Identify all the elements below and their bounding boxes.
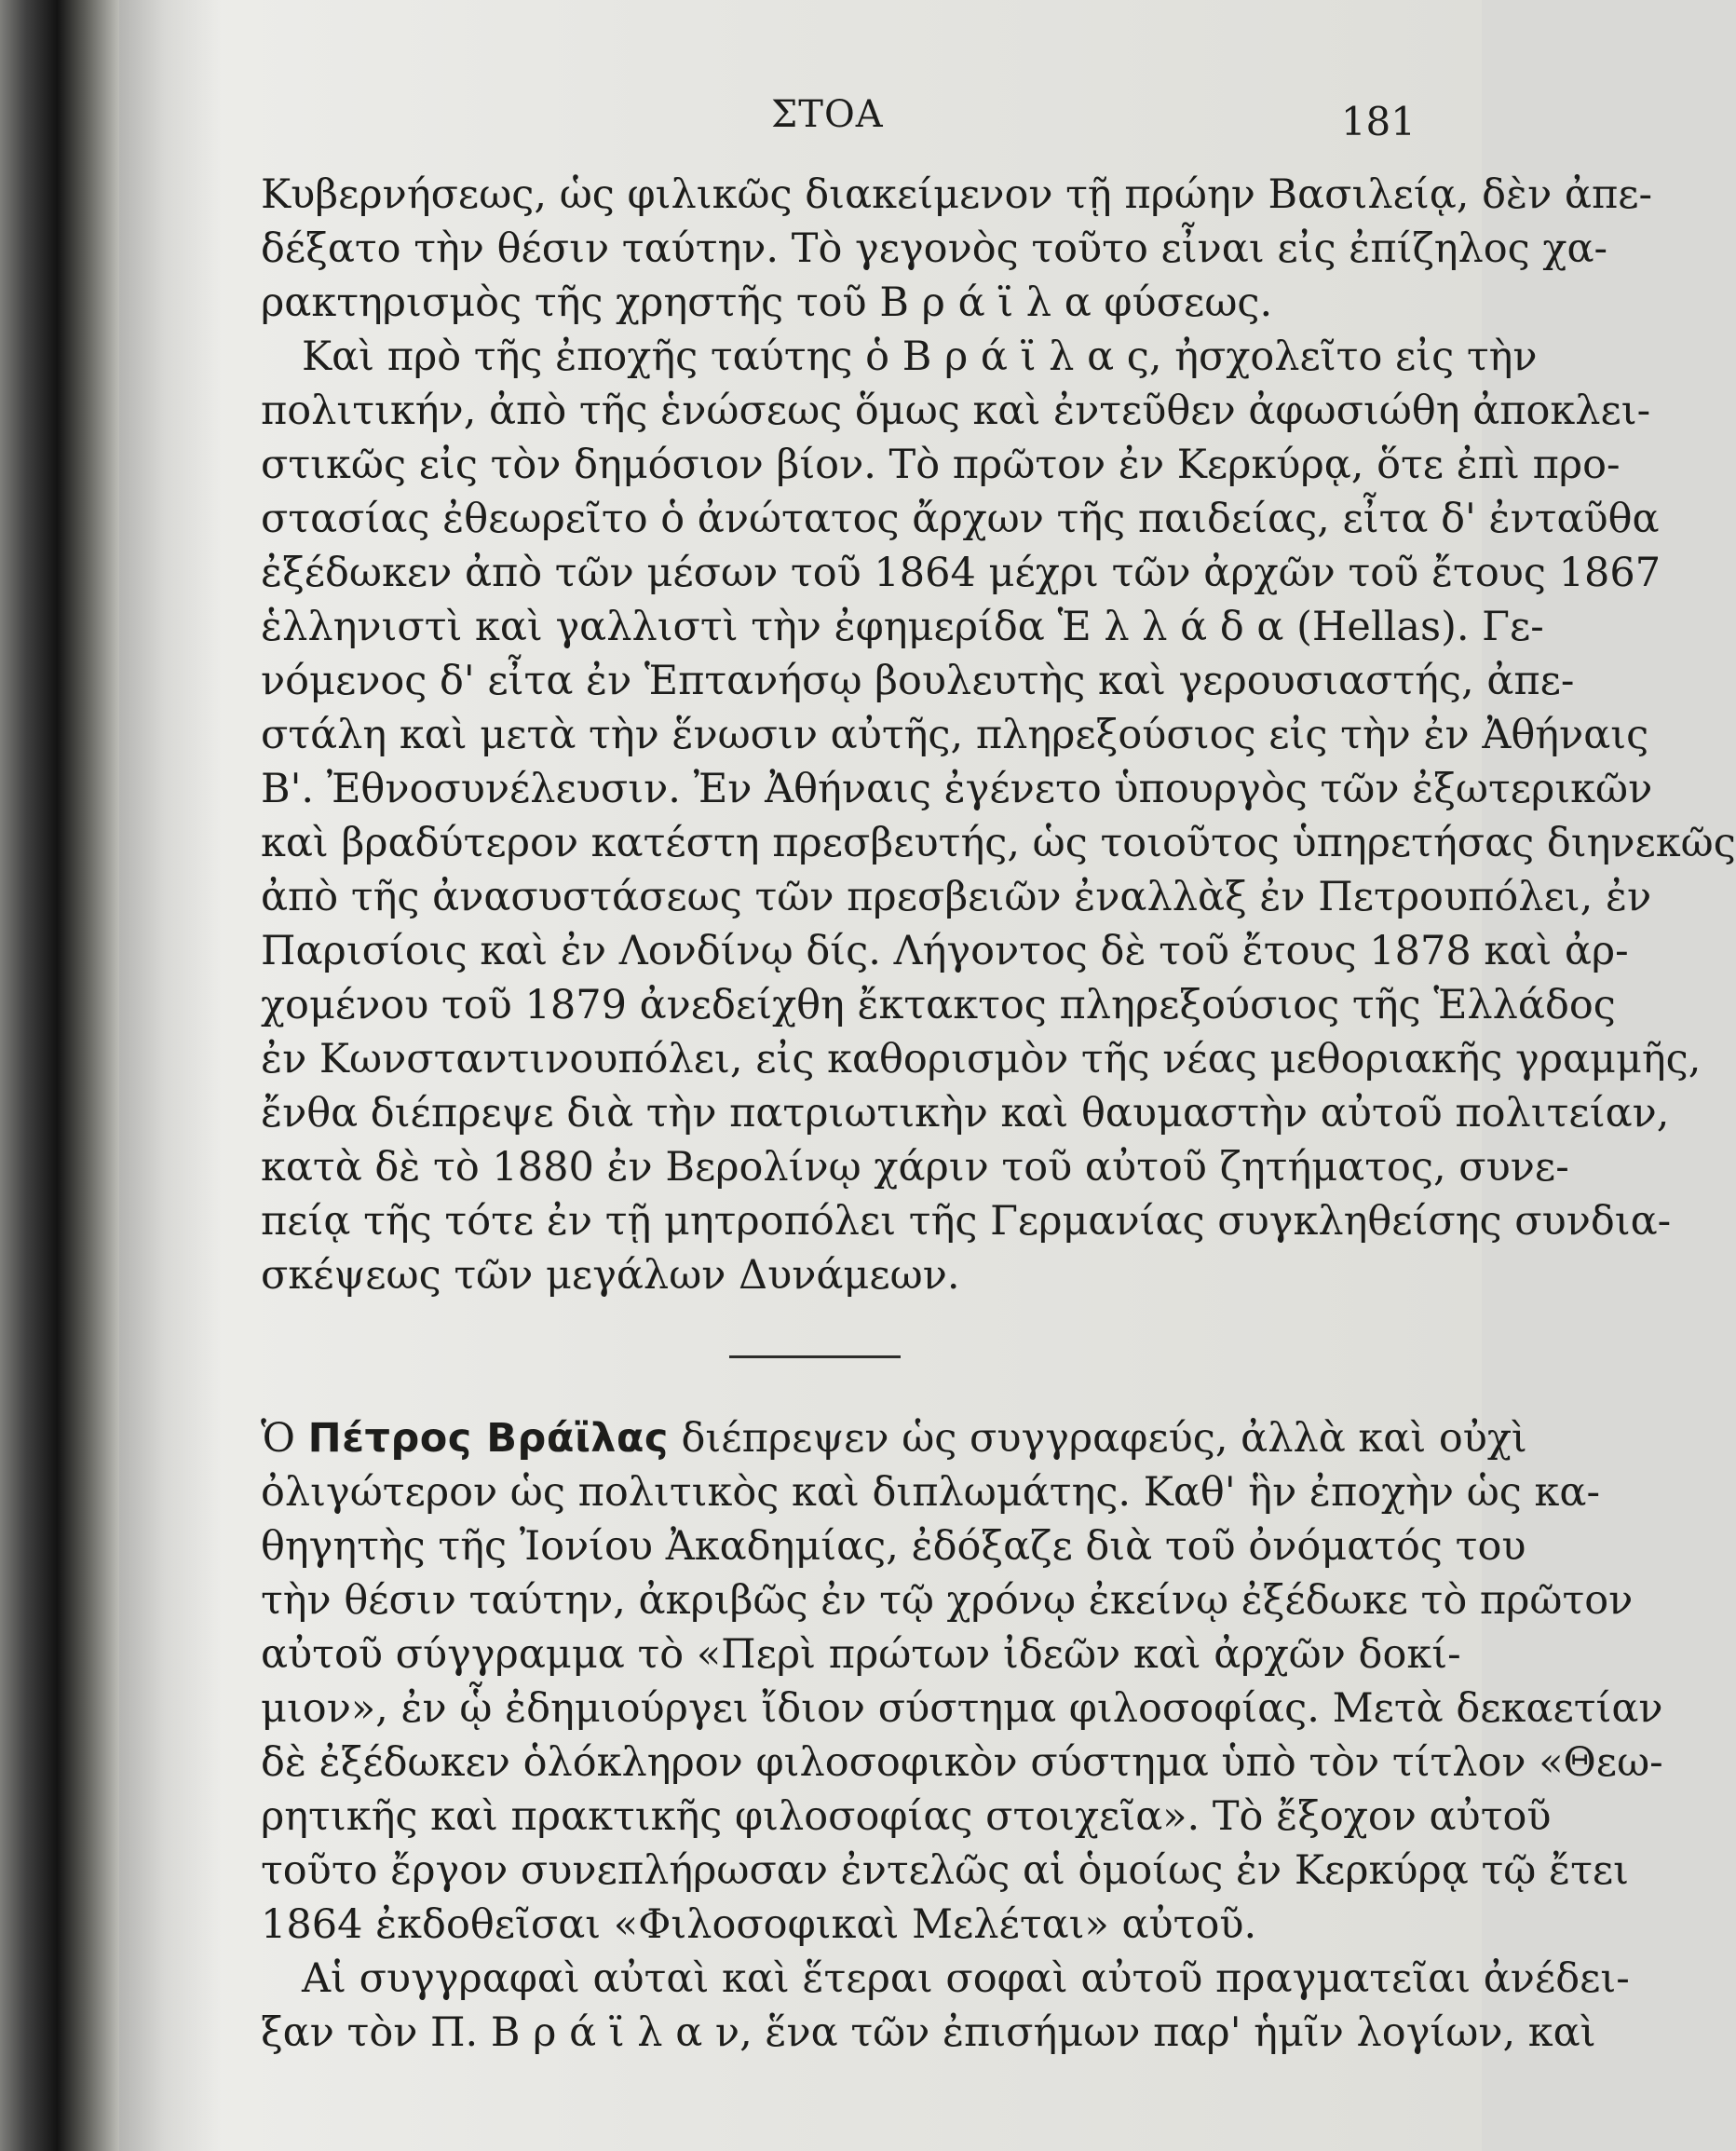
page-number: 181 — [1340, 99, 1416, 144]
text-line: ρητικῆς καὶ πρακτικῆς φιλοσοφίας στοιχεῖα». Τὸ ἔξοχον αὐτοῦ — [261, 1793, 1552, 1840]
text-line: ἔνθα διέπρεψε διὰ τὴν πατριωτικὴν καὶ θαυμαστὴν αὐτοῦ πολιτείαν, — [261, 1090, 1670, 1137]
text-line: πείᾳ τῆς τότε ἐν τῇ μητροπόλει τῆς Γερμανίας συγκληθείσης συνδια- — [261, 1198, 1672, 1245]
section-divider — [729, 1355, 901, 1358]
bold-name: Πέτρος Βράϊλας — [307, 1415, 669, 1462]
text-line: πολιτικήν, ἀπὸ τῆς ἑνώσεως ὅμως καὶ ἐντεῦθεν ἀφωσιώθη ἀποκλει- — [261, 388, 1651, 434]
text-line: Παρισίοις καὶ ἐν Λονδίνῳ δίς. Λήγοντος δὲ τοῦ ἔτους 1878 καὶ ἀρ- — [261, 928, 1629, 974]
text-line: Κυβερνήσεως, ὡς φιλικῶς διακείμενον τῇ πρώην Βασιλείᾳ, δὲν ἀπε- — [261, 171, 1653, 218]
text-line: αὐτοῦ σύγγραμμα τὸ «Περὶ πρώτων ἰδεῶν καὶ ἀρχῶν δοκί- — [261, 1631, 1461, 1678]
text-line: νόμενος δ' εἶτα ἐν Ἑπτανήσῳ βουλευτὴς καὶ γερουσιαστής, ἀπε- — [261, 658, 1575, 704]
line-prefix: Ὁ — [261, 1415, 308, 1462]
text-line: χομένου τοῦ 1879 ἀνεδείχθη ἔκτακτος πληρεξούσιος τῆς Ἑλλάδος — [261, 982, 1616, 1028]
text-line: κατὰ δὲ τὸ 1880 ἐν Βερολίνῳ χάριν τοῦ αὐτοῦ ζητήματος, συνε- — [261, 1144, 1569, 1191]
running-head: ΣΤΟΑ — [771, 93, 884, 136]
text-line: στάλη καὶ μετὰ τὴν ἕνωσιν αὐτῆς, πληρεξούσιος εἰς τὴν ἐν Ἀθήναις — [261, 712, 1649, 758]
text-line: στικῶς εἰς τὸν δημόσιον βίον. Τὸ πρῶτον ἐν Κερκύρᾳ, ὅτε ἐπὶ προ- — [261, 442, 1621, 488]
text-line: θηγητὴς τῆς Ἰονίου Ἀκαδημίας, ἐδόξαζε διὰ τοῦ ὀνόματός του — [261, 1523, 1526, 1570]
line-suffix: διέπρεψεν ὡς συγγραφεύς, ἀλλὰ καὶ οὐχὶ — [668, 1415, 1527, 1462]
text-line: τὴν θέσιν ταύτην, ἀκριβῶς ἐν τῷ χρόνῳ ἐκείνῳ ἐξέδωκε τὸ πρῶτον — [261, 1577, 1634, 1624]
gutter-shadow — [119, 0, 222, 2151]
text-line: Καὶ πρὸ τῆς ἐποχῆς ταύτης ὁ Β ρ ά ϊ λ α ς, ἠσχολεῖτο εἰς τὴν — [302, 334, 1538, 380]
text-line: ξαν τὸν Π. Β ρ ά ϊ λ α ν, ἕνα τῶν ἐπισήμων παρ' ἡμῖν λογίων, καὶ — [261, 2009, 1596, 2056]
body-text-section-1 — [261, 168, 1736, 1302]
text-line: Αἱ συγγραφαὶ αὐταὶ καὶ ἕτεραι σοφαὶ αὐτοῦ πραγματεῖαι ἀνέδει- — [302, 1955, 1630, 2002]
text-line: σκέψεως τῶν μεγάλων Δυνάμεων. — [261, 1252, 960, 1299]
text-line: δέξατο τὴν θέσιν ταύτην. Τὸ γεγονὸς τοῦτο εἶναι εἰς ἐπίζηλος χα- — [261, 225, 1608, 272]
page-header — [261, 93, 1416, 145]
text-line: ἐξέδωκεν ἀπὸ τῶν μέσων τοῦ 1864 μέχρι τῶν ἀρχῶν τοῦ ἔτους 1867 — [261, 550, 1661, 596]
text-line: ἑλληνιστὶ καὶ γαλλιστὶ τὴν ἐφημερίδα Ἑ λ λ ά δ α (Hellas). Γε- — [261, 604, 1544, 650]
text-line: στασίας ἐθεωρεῖτο ὁ ἀνώτατος ἄρχων τῆς παιδείας, εἶτα δ' ἐνταῦθα — [261, 496, 1660, 542]
text-line: 1864 ἐκδοθεῖσαι «Φιλοσοφικαὶ Μελέται» αὐτοῦ. — [261, 1901, 1257, 1948]
text-line: τοῦτο ἔργον συνεπλήρωσαν ἐντελῶς αἱ ὁμοίως ἐν Κερκύρᾳ τῷ ἔτει — [261, 1847, 1630, 1894]
body-text-section-2 — [261, 1411, 1663, 2060]
text-line: μιον», ἐν ᾧ ἐδημιούργει ἴδιον σύστημα φιλοσοφίας. Μετὰ δεκαετίαν — [261, 1685, 1663, 1732]
text-line: ὀλιγώτερον ὡς πολιτικὸς καὶ διπλωμάτης. Καθ' ἣν ἐποχὴν ὡς κα- — [261, 1469, 1600, 1516]
text-line: Β'. Ἐθνοσυνέλευσιν. Ἐν Ἀθήναις ἐγένετο ὑπουργὸς τῶν ἐξωτερικῶν — [261, 766, 1653, 812]
text-line: ρακτηρισμὸς τῆς χρηστῆς τοῦ Β ρ ά ϊ λ α φύσεως. — [261, 279, 1273, 326]
text-line: καὶ βραδύτερον κατέστη πρεσβευτής, ὡς τοιοῦτος ὑπηρετήσας διηνεκῶς — [261, 820, 1736, 866]
text-line-first — [261, 1411, 1527, 1465]
text-line: ἀπὸ τῆς ἀνασυστάσεως τῶν πρεσβειῶν ἐναλλὰξ ἐν Πετρουπόλει, ἐν — [261, 874, 1652, 920]
text-line: δὲ ἐξέδωκεν ὁλόκληρον φιλοσοφικὸν σύστημα ὑπὸ τὸν τίτλον «Θεω- — [261, 1739, 1663, 1786]
book-gutter — [0, 0, 119, 2151]
text-line: ἐν Κωνσταντινουπόλει, εἰς καθορισμὸν τῆς νέας μεθοριακῆς γραμμῆς, — [261, 1036, 1702, 1082]
